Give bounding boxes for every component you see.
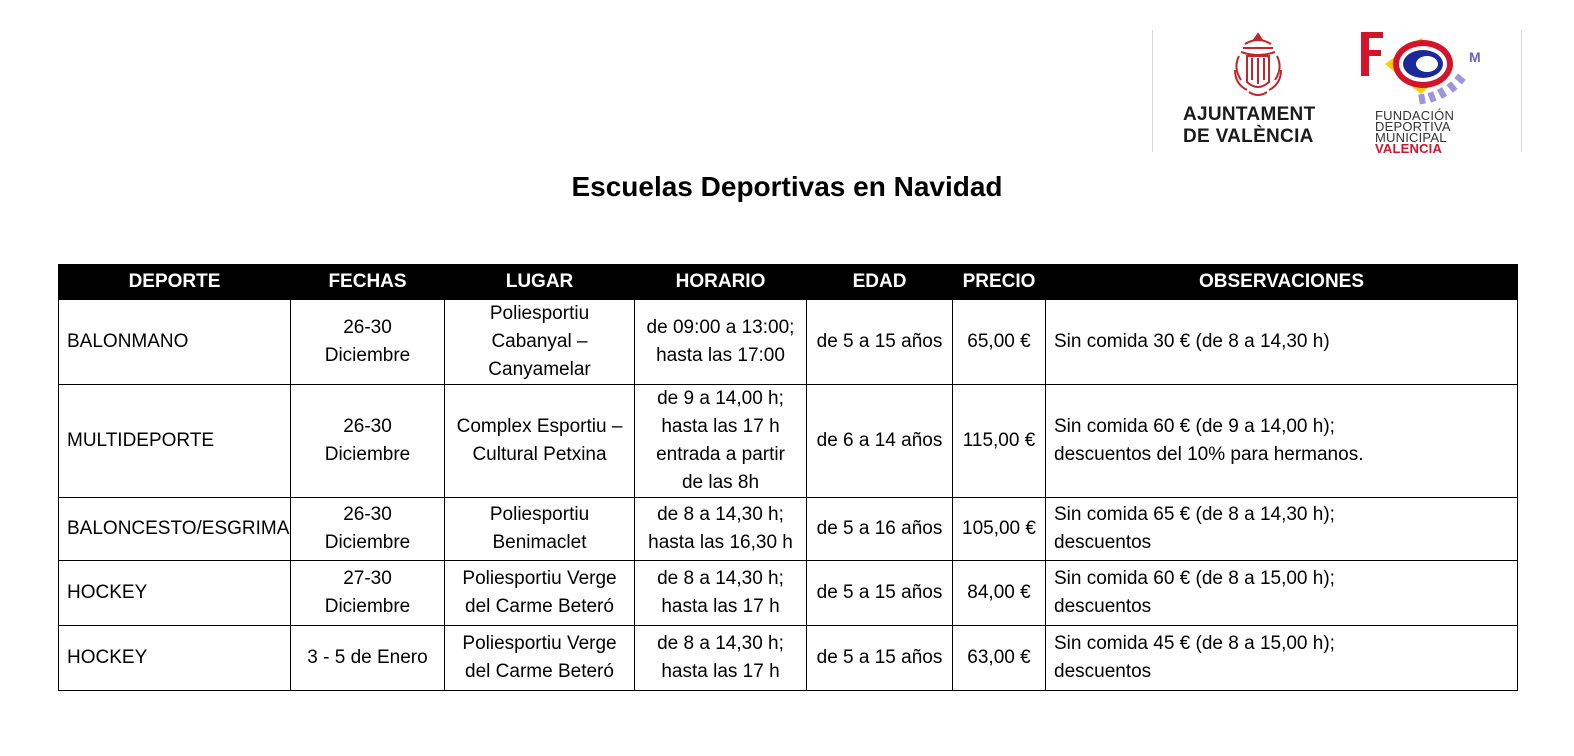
cell-horario: de 8 a 14,30 h; hasta las 17 h (635, 626, 807, 691)
header-deporte: DEPORTE (59, 265, 291, 300)
cell-edad: de 5 a 15 años (807, 561, 953, 626)
cell-lugar: Poliesportiu Cabanyal – Canyamelar (445, 300, 635, 385)
cell-fechas: 27-30 Diciembre (291, 561, 445, 626)
cell-fechas: 26-30 Diciembre (291, 300, 445, 385)
header-edad: EDAD (807, 265, 953, 300)
cell-fechas: 26-30 Diciembre (291, 385, 445, 498)
fdm-logo-text: FUNDACIÓN DEPORTIVA MUNICIPAL VALENCIA (1375, 108, 1455, 156)
cell-observaciones: Sin comida 60 € (de 9 a 14,00 h); descuentos del 10% para hermanos. (1046, 385, 1518, 498)
cell-lugar: Poliesportiu Verge del Carme Beteró (445, 626, 635, 691)
table-row (59, 385, 1518, 498)
table-row (59, 561, 1518, 626)
cell-horario: de 8 a 14,30 h; hasta las 17 h (635, 561, 807, 626)
cell-horario: de 09:00 a 13:00; hasta las 17:00 (635, 300, 807, 385)
cell-deporte: HOCKEY (59, 561, 291, 626)
cell-precio: 84,00 € (953, 561, 1046, 626)
cell-horario: de 9 a 14,00 h; hasta las 17 h entrada a partir de las 8h (635, 385, 807, 498)
cell-lugar: Complex Esportiu – Cultural Petxina (445, 385, 635, 498)
cell-deporte: BALONMANO (59, 300, 291, 385)
table-header-row (59, 265, 1518, 300)
cell-edad: de 5 a 15 años (807, 300, 953, 385)
header-observaciones: OBSERVACIONES (1046, 265, 1518, 300)
cell-deporte: MULTIDEPORTE (59, 385, 291, 498)
cell-deporte: BALONCESTO/ESGRIMA (59, 498, 291, 561)
cell-precio: 105,00 € (953, 498, 1046, 561)
cell-deporte: HOCKEY (59, 626, 291, 691)
cell-observaciones: Sin comida 65 € (de 8 a 14,30 h); descuentos (1046, 498, 1518, 561)
ajuntament-crest-icon (1225, 30, 1291, 100)
cell-edad: de 5 a 15 años (807, 626, 953, 691)
logo-area (1152, 30, 1522, 156)
cell-edad: de 6 a 14 años (807, 385, 953, 498)
cell-horario: de 8 a 14,30 h; hasta las 16,30 h (635, 498, 807, 561)
svg-text:M: M (1469, 49, 1481, 65)
cell-edad: de 5 a 16 años (807, 498, 953, 561)
ajuntament-logo-text: AJUNTAMENT DE VALÈNCIA (1183, 104, 1316, 147)
header-precio: PRECIO (953, 265, 1046, 300)
cell-precio: 115,00 € (953, 385, 1046, 498)
schedule-table (58, 264, 1518, 691)
cell-observaciones: Sin comida 30 € (de 8 a 14,30 h) (1046, 300, 1518, 385)
cell-lugar: Poliesportiu Verge del Carme Beteró (445, 561, 635, 626)
cell-observaciones: Sin comida 45 € (de 8 a 15,00 h); descuentos (1046, 626, 1518, 691)
cell-lugar: Poliesportiu Benimaclet (445, 498, 635, 561)
header-lugar: LUGAR (445, 265, 635, 300)
cell-fechas: 26-30 Diciembre (291, 498, 445, 561)
cell-precio: 63,00 € (953, 626, 1046, 691)
header-fechas: FECHAS (291, 265, 445, 300)
page-title: Escuelas Deportivas en Navidad (571, 171, 1003, 202)
cell-observaciones: Sin comida 60 € (de 8 a 15,00 h); descuentos (1046, 561, 1518, 626)
table-row (59, 300, 1518, 385)
table-row (59, 498, 1518, 561)
header-horario: HORARIO (635, 265, 807, 300)
table-row (59, 626, 1518, 691)
cell-fechas: 3 - 5 de Enero (291, 626, 445, 691)
fdm-logo-icon (1361, 24, 1493, 108)
cell-precio: 65,00 € (953, 300, 1046, 385)
